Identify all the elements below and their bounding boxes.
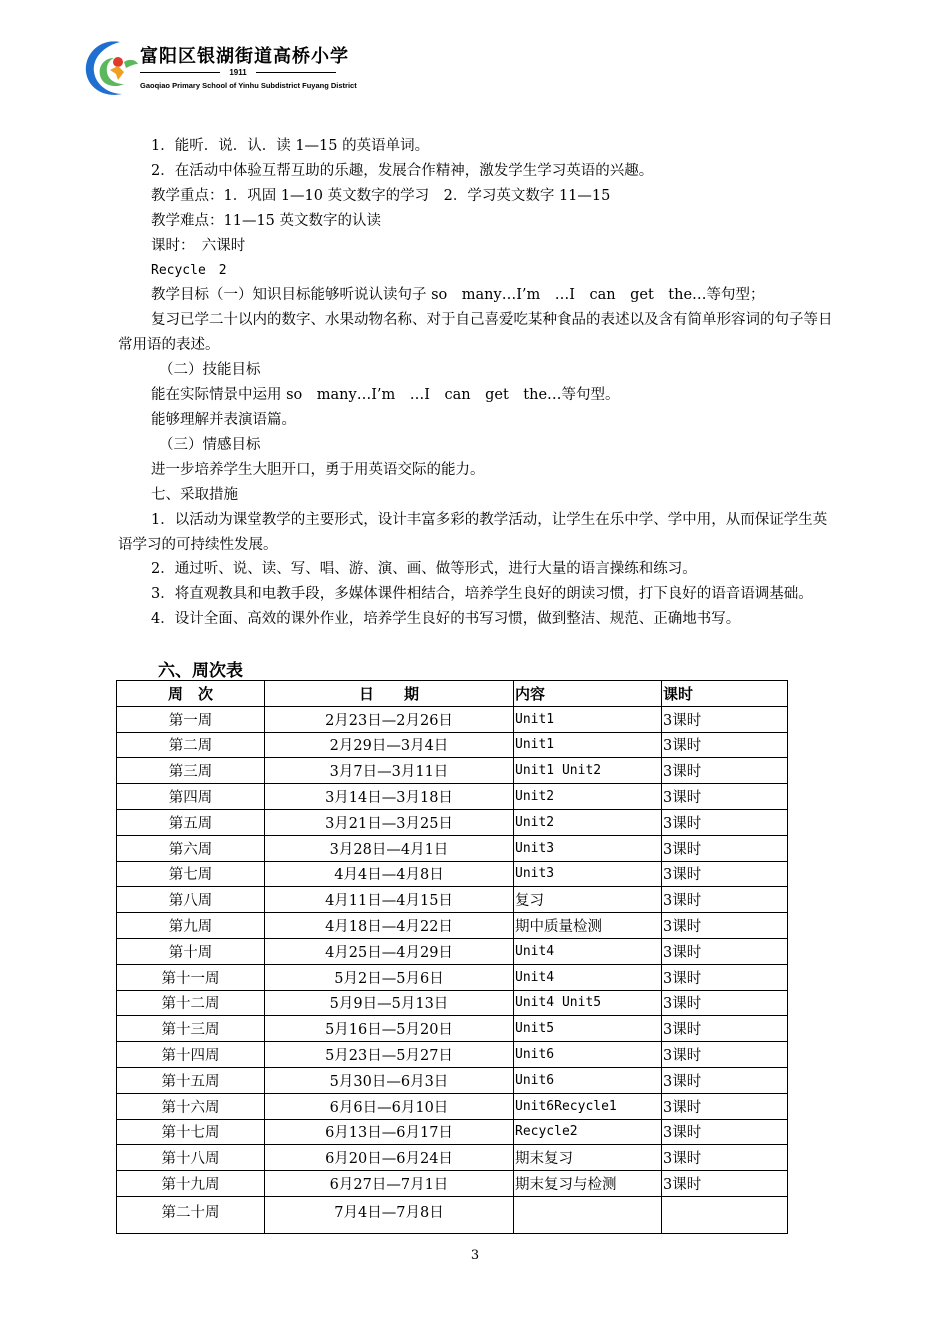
paragraph: 能在实际情景中运用 so many…I’m …I can get the…等句型。 [151, 387, 620, 404]
cell-hours: 3课时 [662, 835, 788, 861]
cell-hours: 3课时 [662, 938, 788, 964]
paragraph: 教学重点：1．巩固 1—10 英文数字的学习 2．学习英文数字 11—15 [151, 187, 611, 204]
cell-date: 6月20日—6月24日 [265, 1145, 514, 1171]
cell-content: Unit6Recycle1 [514, 1093, 662, 1119]
school-name-en: Gaoqiao Primary School of Yinhu Subdistrict Fuyang District [140, 81, 357, 90]
table-row [117, 706, 788, 732]
paragraph: Recycle 2 [151, 262, 227, 278]
paragraph: 2．在活动中体验互帮互助的乐趣，发展合作精神，激发学生学习英语的兴趣。 [151, 162, 654, 179]
paragraph: 课时： 六课时 [151, 237, 246, 254]
paragraph: 1．能听．说．认．读 1—15 的英语单词。 [151, 138, 430, 154]
table-row [117, 887, 788, 913]
cell-date: 5月16日—5月20日 [265, 1016, 514, 1042]
cell-week: 第十一周 [117, 964, 265, 990]
cell-week: 第三周 [117, 758, 265, 784]
table-row [117, 732, 788, 758]
paragraph: 能够理解并表演语篇。 [151, 411, 296, 428]
cell-week: 第十三周 [117, 1016, 265, 1042]
cell-date: 6月27日—7月1日 [265, 1171, 514, 1197]
table-row [117, 1042, 788, 1068]
paragraph-text: 复习已学二十以内的数字、水果动物名称、对于自己喜爱吃某种食品的表述以及含有简单形容词的句子等日常用语的表述。 [118, 312, 833, 354]
cell-content: Unit2 [514, 809, 662, 835]
cell-hours: 3课时 [662, 1016, 788, 1042]
cell-hours: 3课时 [662, 990, 788, 1016]
cell-content: Unit4 [514, 964, 662, 990]
table-row [117, 964, 788, 990]
school-header [80, 36, 357, 100]
cell-week: 第一周 [117, 706, 265, 732]
cell-date: 2月29日—3月4日 [265, 732, 514, 758]
cell-date: 2月23日—2月26日 [265, 706, 514, 732]
cell-hours: 3课时 [662, 809, 788, 835]
cell-date: 3月21日—3月25日 [265, 809, 514, 835]
cell-week: 第十七周 [117, 1119, 265, 1145]
cell-hours: 3课时 [662, 706, 788, 732]
cell-hours: 3课时 [662, 1119, 788, 1145]
paragraph: 2．通过听、说、读、写、唱、游、演、画、做等形式，进行大量的语言操练和练习。 [151, 561, 697, 578]
cell-hours: 3课时 [662, 887, 788, 913]
paragraph: （二）技能目标 [159, 362, 261, 379]
cell-content: Unit6 [514, 1042, 662, 1068]
school-founding-year: 1911 [229, 68, 247, 77]
cell-hours: 3课时 [662, 784, 788, 810]
cell-date: 7月4日—7月8日 [265, 1196, 514, 1233]
cell-hours [662, 1196, 788, 1233]
table-row [117, 1093, 788, 1119]
table-row [117, 990, 788, 1016]
cell-content: Unit3 [514, 835, 662, 861]
section-title: 六、周次表 [158, 661, 243, 681]
cell-date: 4月4日—4月8日 [265, 861, 514, 887]
cell-week: 第六周 [117, 835, 265, 861]
cell-content: Unit1 [514, 732, 662, 758]
paragraph [151, 582, 841, 607]
school-name-cn: 富阳区银湖街道高桥小学 [140, 46, 349, 67]
cell-week: 第九周 [117, 913, 265, 939]
cell-date: 3月14日—3月18日 [265, 784, 514, 810]
week-schedule-table [116, 680, 788, 1234]
paragraph-text: 1．以活动为课堂教学的主要形式，设计丰富多彩的教学活动，让学生在乐中学、学中用，从而保证学生英语学习的可持续性发展。 [118, 511, 828, 553]
cell-content [514, 1196, 662, 1233]
table-header-row [117, 681, 788, 707]
cell-hours: 3课时 [662, 732, 788, 758]
cell-date: 3月7日—3月11日 [265, 758, 514, 784]
cell-date: 3月28日—4月1日 [265, 835, 514, 861]
cell-content: 复习 [514, 887, 662, 913]
cell-week: 第四周 [117, 784, 265, 810]
paragraph: 进一步培养学生大胆开口，勇于用英语交际的能力。 [151, 461, 485, 478]
cell-hours: 3课时 [662, 1042, 788, 1068]
school-logo-icon [80, 36, 142, 100]
cell-hours: 3课时 [662, 1093, 788, 1119]
cell-hours: 3课时 [662, 758, 788, 784]
column-header-week: 周 次 [117, 681, 265, 707]
cell-date: 5月23日—5月27日 [265, 1042, 514, 1068]
cell-week: 第二十周 [117, 1196, 265, 1233]
cell-content: Unit4 [514, 938, 662, 964]
paragraph [118, 308, 841, 358]
page-number: 3 [470, 1248, 480, 1263]
cell-date: 5月30日—6月3日 [265, 1067, 514, 1093]
cell-content: Unit6 [514, 1067, 662, 1093]
cell-date: 4月18日—4月22日 [265, 913, 514, 939]
paragraph: （三）情感目标 [159, 436, 261, 453]
paragraph: 七、采取措施 [151, 486, 238, 503]
paragraph-text: 3．将直观教具和电教手段，多媒体课件相结合，培养学生良好的朗读习惯，打下良好的语音语调基础。 [151, 586, 813, 603]
cell-content: 期中质量检测 [514, 913, 662, 939]
cell-content: Unit5 [514, 1016, 662, 1042]
cell-week: 第十四周 [117, 1042, 265, 1068]
table-row [117, 1119, 788, 1145]
cell-content: Unit2 [514, 784, 662, 810]
cell-content: Unit1 Unit2 [514, 758, 662, 784]
cell-hours: 3课时 [662, 913, 788, 939]
paragraph: 4．设计全面、高效的课外作业，培养学生良好的书写习惯，做到整洁、规范、正确地书写。 [151, 611, 741, 628]
table-row [117, 1067, 788, 1093]
table-row [117, 835, 788, 861]
column-header-hours: 课时 [662, 681, 788, 707]
cell-week: 第八周 [117, 887, 265, 913]
paragraph [118, 508, 841, 558]
table-row [117, 1171, 788, 1197]
cell-week: 第十九周 [117, 1171, 265, 1197]
table-row [117, 1145, 788, 1171]
cell-hours: 3课时 [662, 1067, 788, 1093]
cell-week: 第十五周 [117, 1067, 265, 1093]
cell-hours: 3课时 [662, 1171, 788, 1197]
cell-date: 6月6日—6月10日 [265, 1093, 514, 1119]
paragraph: 教学目标（一）知识目标能够听说认读句子 so many…I’m …I can get the…等句型； [151, 287, 765, 304]
cell-content: Unit1 [514, 706, 662, 732]
cell-content: Unit3 [514, 861, 662, 887]
cell-date: 5月2日—5月6日 [265, 964, 514, 990]
document-body [118, 134, 841, 632]
table-row [117, 784, 788, 810]
table-row [117, 861, 788, 887]
paragraph: 教学难点：11—15 英文数字的认读 [151, 212, 382, 229]
table-row [117, 913, 788, 939]
table-row [117, 938, 788, 964]
cell-week: 第七周 [117, 861, 265, 887]
cell-date: 5月9日—5月13日 [265, 990, 514, 1016]
table-row [117, 1196, 788, 1233]
cell-week: 第十二周 [117, 990, 265, 1016]
cell-content: Recycle2 [514, 1119, 662, 1145]
column-header-date: 日 期 [265, 681, 514, 707]
cell-date: 4月11日—4月15日 [265, 887, 514, 913]
table-body [117, 706, 788, 1233]
cell-date: 6月13日—6月17日 [265, 1119, 514, 1145]
cell-week: 第十六周 [117, 1093, 265, 1119]
cell-week: 第二周 [117, 732, 265, 758]
cell-hours: 3课时 [662, 1145, 788, 1171]
cell-week: 第十八周 [117, 1145, 265, 1171]
cell-content: Unit4 Unit5 [514, 990, 662, 1016]
column-header-content: 内容 [514, 681, 662, 707]
cell-content: 期末复习与检测 [514, 1171, 662, 1197]
cell-week: 第十周 [117, 938, 265, 964]
cell-hours: 3课时 [662, 964, 788, 990]
table-row [117, 758, 788, 784]
cell-hours: 3课时 [662, 861, 788, 887]
cell-content: 期末复习 [514, 1145, 662, 1171]
cell-week: 第五周 [117, 809, 265, 835]
table-row [117, 809, 788, 835]
table-row [117, 1016, 788, 1042]
cell-date: 4月25日—4月29日 [265, 938, 514, 964]
